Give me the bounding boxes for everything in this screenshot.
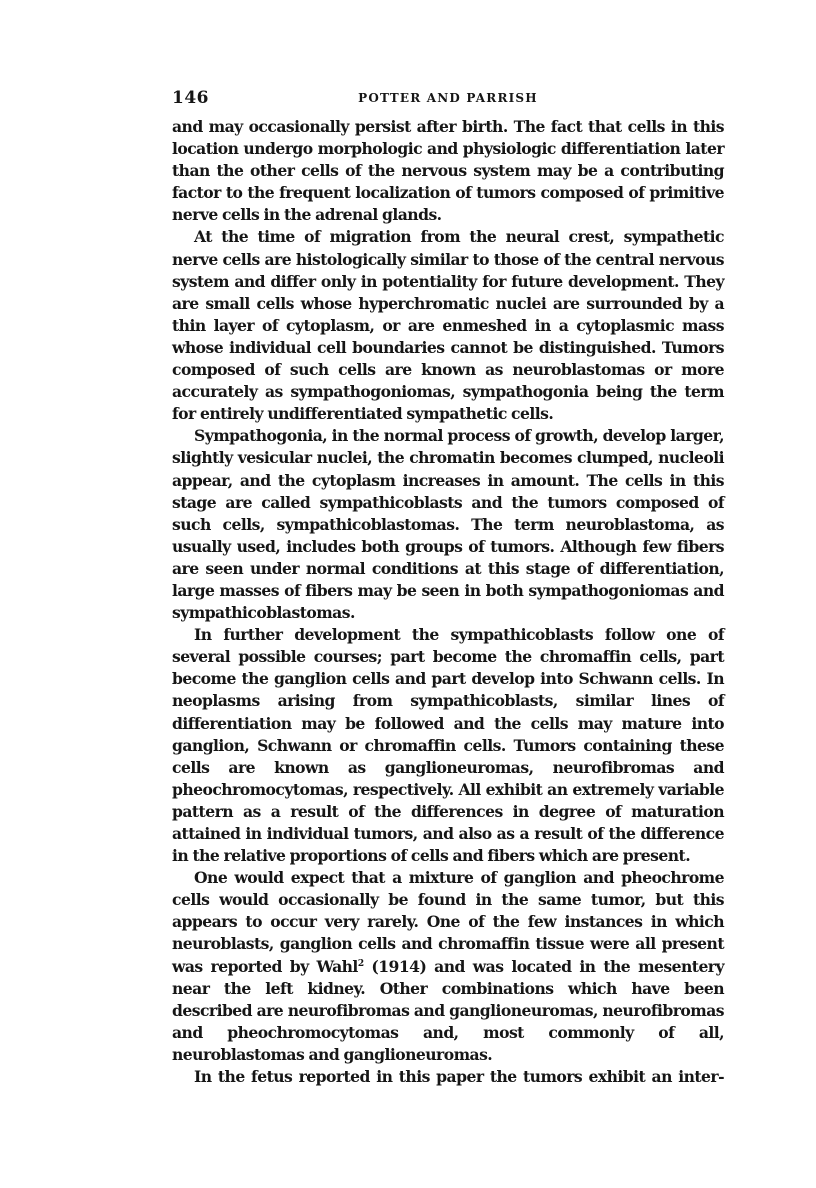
mixture-text-after-reference: (1914) and was located in the mesentery near the left kidney. Other combinations which have been described are neurofibromas and ganglioneuromas, neurofibromas and pheochromocytomas and, most commonly of all, neuroblastomas and ganglioneuromas. [172,956,724,1064]
paragraph-fetus-start: In the fetus reported in this paper the tumors exhibit an inter- [194,1067,724,1087]
paragraph-further-development: In further development the sympathicoblasts follow one of several possible courses; part become the chromaffin cells, part become the ganglion cells and part develop into Schwann cells. In neoplasms arising from sympathicoblasts, similar lines of differentiation may be followed and the cells may mature into ganglion, Schwann or chromaffin cells. Tumors containing these cells are known as ganglioneuromas, neurofibromas and pheochromocytomas, respectively. All exhibit an extremely variable pattern as a result of the differences in degree of maturation attained in individual tumors, and also as a result of the difference in the relative proportions of cells and fibers which are present. [172,625,724,866]
running-title: POTTER AND PARRISH [358,91,538,105]
paragraph-mixture [172,867,724,1066]
paragraph-sympathogonia: Sympathogonia, in the normal process of growth, develop larger, slightly vesicular nuclei, the chromatin becomes clumped, nucleoli appear, and the cytoplasm increases in amount. The cells in this stage are called sympathicoblasts and the tumors composed of such cells, sympathicoblastomas. The term neuroblastoma, as usually used, includes both groups of tumors. Although few fibers are seen under normal conditions at this stage of differentiation, large masses of fibers may be seen in both sympathogoniomas and sympathicoblastomas. [172,426,724,623]
mixture-text-before-reference: One would expect that a mixture of ganglion and pheochrome cells would occasionally be found in the same tumor, but this appears to occur very rarely. One of the few instances in which neuroblasts, ganglion cells and chromaffin tissue were all present was reported by Wahl [172,868,724,976]
book-page [172,88,724,1088]
paragraph-neural-crest: At the time of migration from the neural crest, sympathetic nerve cells are histologically similar to those of the central nervous system and differ only in potentiality for future development. They are small cells whose hyperchromatic nuclei are surrounded by a thin layer of cytoplasm, or are enmeshed in a cytoplasmic mass whose individual cell boundaries cannot be distinguished. Tumors composed of such cells are known as neuroblastomas or more accurately as sympathogoniomas, sympathogonia being the term for entirely undifferentiated sympathetic cells. [172,227,724,424]
paragraph-continuation: and may occasionally persist after birth. The fact that cells in this location undergo morphologic and physiologic differentiation later than the other cells of the nervous system may be a contributing factor to the frequent localization of tumors composed of primitive nerve cells in the adrenal glands. [172,117,724,225]
footnote-reference: 2 [357,958,364,969]
page-number: 146 [172,88,209,108]
body-text [172,116,724,1088]
running-head [172,88,724,112]
